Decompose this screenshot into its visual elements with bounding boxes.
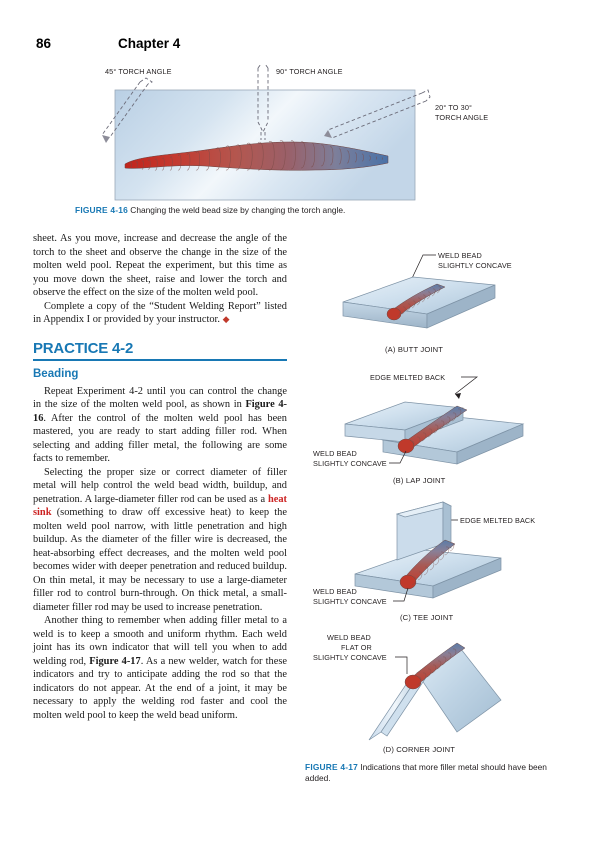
panel-c-label-line2: SLIGHTLY CONCAVE: [313, 597, 387, 606]
page-header: [0, 36, 600, 58]
panel-a-label-line1: WELD BEAD: [438, 251, 482, 260]
panel-b-caption: (B) LAP JOINT: [393, 476, 446, 485]
panel-c-caption: (C) TEE JOINT: [400, 613, 454, 622]
left-text-column: [33, 232, 287, 722]
panel-d-label-line1: WELD BEAD: [327, 633, 371, 642]
chapter-title: Chapter 4: [118, 36, 181, 51]
figure-4-16: [30, 60, 570, 200]
figure-4-16-caption-number: 4-16: [110, 205, 128, 215]
paragraph-2-text: Complete a copy of the “Student Welding Report” listed in Appendix I or provided by your instructor.: [33, 300, 287, 325]
panel-c-label-top: EDGE MELTED BACK: [460, 516, 536, 525]
figure-4-16-caption-text: Changing the weld bead size by changing the torch angle.: [130, 205, 346, 215]
figure-4-17-caption-number: 4-17: [340, 762, 358, 772]
practice-subheading: Beading: [33, 367, 79, 380]
paragraph-5-part-a: Another thing to remember when adding filler metal to a weld is to keep a smooth and uniform rhythm. Each weld joint has its own indicator that will tell you when to add welding rod,: [33, 615, 287, 667]
panel-b-label-line1: WELD BEAD: [313, 449, 357, 458]
page-number: 86: [36, 36, 52, 51]
panel-c-label-line1: WELD BEAD: [313, 587, 357, 596]
panel-d-label-line2: FLAT OR: [341, 643, 372, 652]
figure-4-16-caption: [75, 205, 505, 216]
panel-b-lap-joint: [305, 368, 570, 498]
panel-c-tee-joint: [305, 498, 570, 628]
label-45-torch-angle: 45° TORCH ANGLE: [105, 67, 172, 76]
panel-d-label-line3: SLIGHTLY CONCAVE: [313, 653, 387, 662]
panel-b-label-top: EDGE MELTED BACK: [370, 373, 446, 382]
panel-b-leader-top: [455, 377, 477, 394]
paragraph-4-part-b: (something to draw off excessive heat) to keep the molten weld pool narrow, with little penetration and high buildup. As the diameter of the filler wire is decreased, the heat-absorbing effect decreases, and the molten weld pool becomes wider with deeper penetration and reduced buildup. On thin metal, it may be necessary to use a large-diameter filler rod to control burn-through. On thick metal, a small-diameter filler rod may be used to increase penetration.: [33, 507, 287, 613]
paragraph-5-part-b: . As a new welder, watch for these indicators and try to anticipate adding the rod so that the indicators do not appear. At the end of a joint, it may be necessary to apply the welding rod faster and cool the molten weld pool to keep the weld bead uniform.: [33, 655, 288, 721]
figure-4-16-caption-prefix: FIGURE: [75, 205, 108, 215]
label-90-torch-angle: 90° TORCH ANGLE: [276, 67, 343, 76]
paragraph-1: sheet. As you move, increase and decrease the angle of the torch to the sheet and observe the change in the size of the molten weld pool. Repeat the experiment, but this time as you move down the sheet, raise and lower the torch and observe the effect on the size of the molten weld pool.: [33, 233, 287, 298]
panel-d-leader-line: [395, 657, 407, 674]
figure-4-17-caption: [305, 762, 570, 784]
paragraph-4-part-a: Selecting the proper size or correct diameter of filler metal will help control the weld bead width, buildup, and penetration. A large-diameter filler rod can be used as a: [33, 466, 287, 505]
figure-reference-4-16: Figure 4-16: [33, 399, 288, 424]
key-term-heat-sink: heat sink: [33, 493, 287, 518]
figure-reference-4-17: Figure 4-17: [89, 655, 141, 667]
paragraph-3: [33, 385, 287, 466]
paragraph-3-part-a: Repeat Experiment 4-2 until you can control the change in the size of the molten weld pool, as shown in: [33, 385, 287, 410]
panel-a-caption: (A) BUTT JOINT: [385, 345, 444, 354]
label-20-30-torch-angle-line2: TORCH ANGLE: [435, 113, 489, 122]
panel-d-caption: (D) CORNER JOINT: [383, 745, 456, 754]
label-20-30-torch-angle-line1: 20° TO 30°: [435, 103, 472, 112]
panel-a-label-line2: SLIGHTLY CONCAVE: [438, 261, 512, 270]
figure-4-17-caption-text: Indications that more filler metal should have been added.: [305, 762, 547, 783]
paragraph-3-part-b: . After the control of the molten weld pool has been mastered, you are ready to start adding filler rod. When selecting and adding filler metal, the following are some facts to remember.: [33, 412, 287, 464]
paragraph-4: [33, 466, 287, 615]
end-of-practice-marker: ◆: [222, 314, 230, 324]
paragraph-2: [33, 300, 287, 327]
panel-b-label-line2: SLIGHTLY CONCAVE: [313, 459, 387, 468]
paragraph-5: [33, 614, 287, 722]
panel-d-corner-joint: [305, 628, 570, 756]
panel-a-butt-joint: [305, 240, 570, 368]
practice-heading: PRACTICE 4-2: [33, 340, 287, 361]
figure-4-17-caption-prefix: FIGURE: [305, 762, 338, 772]
figure-4-17: [305, 240, 570, 784]
